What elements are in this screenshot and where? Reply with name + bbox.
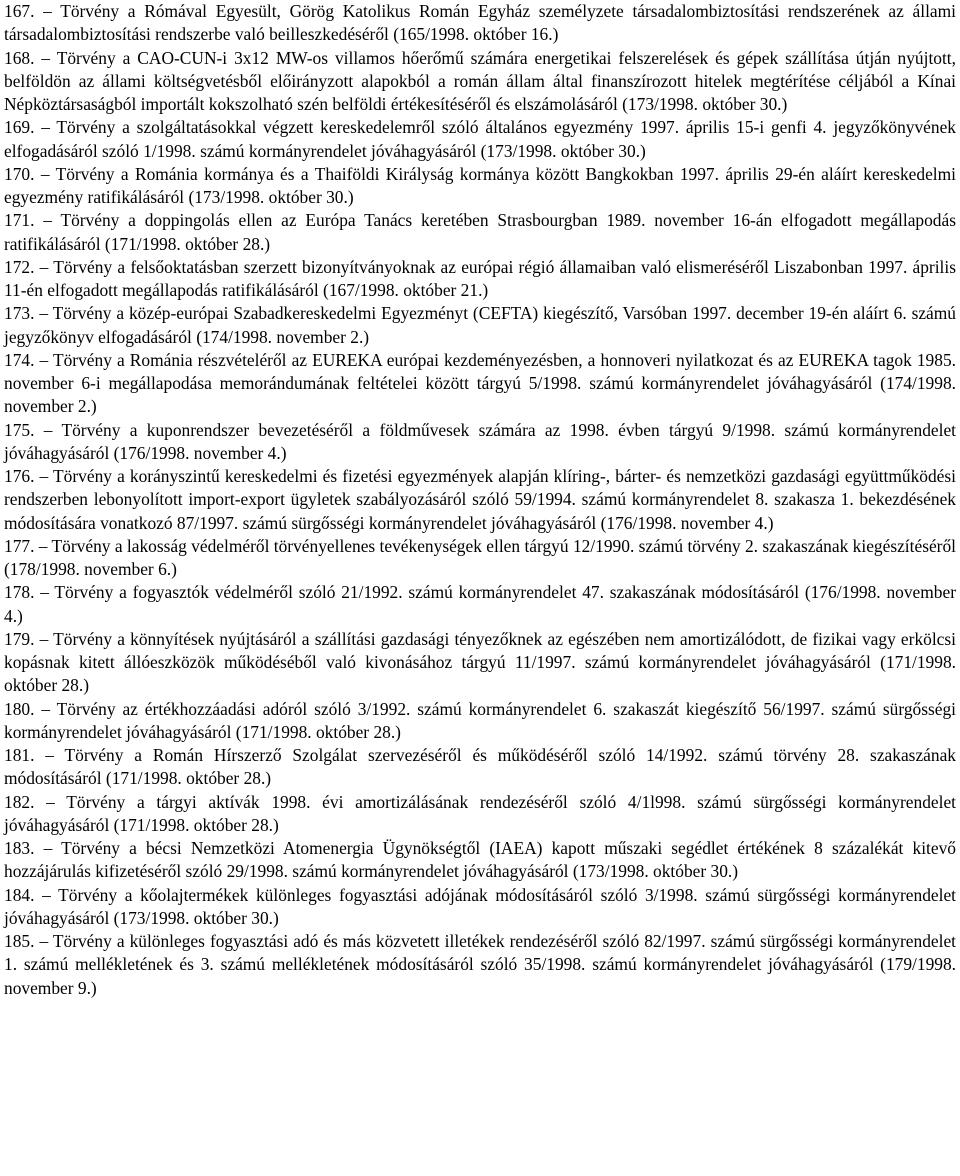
law-entry-180: 180. – Törvény az értékhozzáadási adóról szóló 3/1992. számú kormányrendelet 6. szakaszát kiegészítő 56/1997. számú sürgősségi kormányrendelet jóváhagyásáról (171/1998. október 28.) [4,698,956,742]
law-entry-167: 167. – Törvény a Rómával Egyesült, Görög Katolikus Román Egyház személyzete társadalombiztosítási rendszerének az állami társadalombiztosítási rendszerbe való beilleszkedéséről (165/1998. október 16.) [4,1,956,45]
law-entry-183: 183. – Törvény a bécsi Nemzetközi Atomenergia Ügynökségtől (IAEA) kapott műszaki segédlet értékének 8 százalékát kitevő hozzájárulás kifizetéséről szóló 29/1998. számú kormányrendelet jóváhagyásáról (173/1998. október 30.) [4,838,956,882]
law-entry-168: 168. – Törvény a CAO-CUN-i 3x12 MW-os villamos hőerőmű számára energetikai felszerelések és gépek szállítása útján nyújtott, belföldön az állami költségvetésből előirányzott alapokból a román állam által finanszírozott hitelek megtérítése céljából a Kínai Népköztársaságból importált kokszolható szén belföldi értékesítéséről és elszámolásáról (173/1998. október 30.) [4,47,956,114]
law-entry-173: 173. – Törvény a közép-európai Szabadkereskedelmi Egyezményt (CEFTA) kiegészítő, Varsóban 1997. december 19-én aláírt 6. számú jegyzőkönyv elfogadásáról (174/1998. november 2.) [4,303,956,347]
law-entry-181: 181. – Törvény a Román Hírszerző Szolgálat szervezéséről és működéséről szóló 14/1992. számú törvény 28. szakaszának módosításáról (171/1998. október 28.) [4,745,956,789]
law-entry-185: 185. – Törvény a különleges fogyasztási adó és más közvetett illetékek rendezéséről szóló 82/1997. számú sürgősségi kormányrendelet 1. számú mellékletének és 3. számú mellékletének módosításáról szóló 35/1998. számú kormányrendelet jóváhagyásáról (179/1998. november 9.) [4,931,956,998]
law-entry-170: 170. – Törvény a Románia kormánya és a Thaiföldi Királyság kormánya között Bangkokban 1997. április 29-én aláírt kereskedelmi egyezmény ratifikálásáról (173/1998. október 30.) [4,163,956,207]
law-entry-179: 179. – Törvény a könnyítések nyújtásáról a szállítási gazdasági tényezőknek az egészében nem amortizálódott, de fizikai vagy erkölcsi kopásnak kitett állóeszközök működéséből való kivonásához tárgyú 11/1997. számú kormányrendelet jóváhagyásáról (171/1998. október 28.) [4,628,956,696]
law-entry-169: 169. – Törvény a szolgáltatásokkal végzett kereskedelemről szóló általános egyezmény 1997. április 15-i genfi 4. jegyzőkönyvének elfogadásáról szóló 1/1998. számú kormányrendelet jóváhagyásáról (173/1998. október 30.) [4,117,956,161]
law-entry-175: 175. – Törvény a kuponrendszer bevezetéséről a földművesek számára az 1998. évben tárgyú 9/1998. számú kormányrendelet jóváhagyásáról (176/1998. november 4.) [4,419,956,463]
law-entry-178: 178. – Törvény a fogyasztók védelméről szóló 21/1992. számú kormányrendelet 47. szakaszának módosításáról (176/1998. november 4.) [4,582,956,626]
law-entry-172: 172. – Törvény a felsőoktatásban szerzett bizonyítványoknak az európai régió államaiban való elismeréséről Liszabonban 1997. április 11-én elfogadott megállapodás ratifikálásáról (167/1998. október 21.) [4,256,956,300]
law-entry-184: 184. – Törvény a kőolajtermékek különleges fogyasztási adójának módosításáról szóló 3/1998. számú sürgősségi kormányrendelet jóváhagyásáról (173/1998. október 30.) [4,884,956,928]
law-entry-177: 177. – Törvény a lakosság védelméről törvényellenes tevékenységek ellen tárgyú 12/1990. számú törvény 2. szakaszának kiegészítéséről (178/1998. november 6.) [4,535,956,579]
law-entry-182: 182. – Törvény a tárgyi aktívák 1998. évi amortizálásának rendezéséről szóló 4/1l998. számú sürgősségi kormányrendelet jóváhagyásáról (171/1998. október 28.) [4,791,956,835]
law-entry-174: 174. – Törvény a Románia részvételéről az EUREKA európai kezdeményezésben, a honnoveri nyilatkozat és az EUREKA tagok 1985. november 6-i megállapodása memorándumának feltételei között tárgyú 5/1998. számú kormányrendelet jóváhagyásáról (174/1998. november 2.) [4,349,956,417]
law-entry-171: 171. – Törvény a doppingolás ellen az Európa Tanács keretében Strasbourgban 1989. november 16-án elfogadott megállapodás ratifikálásáról (171/1998. október 28.) [4,210,956,254]
law-entry-176: 176. – Törvény a korányszintű kereskedelmi és fizetési egyezmények alapján klíring-, bárter- és nemzetközi gazdasági együttműködési rendszerben lebonyolított import-export ügyletek szabályozásáról szóló 59/1994. számú kormányrendelet 8. szakasza 1. bekezdésének módosítására vonatkozó 87/1997. számú sürgősségi kormányrendelet jóváhagyásáról (176/1998. november 4.) [4,466,956,533]
